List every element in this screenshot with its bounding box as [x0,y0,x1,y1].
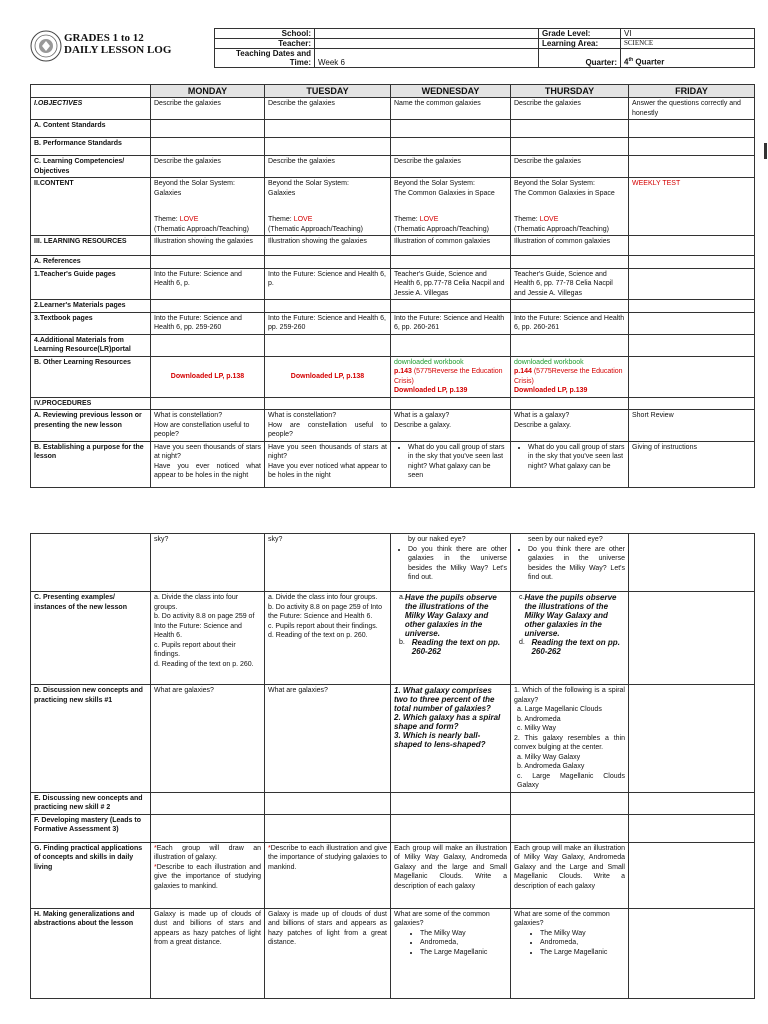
school-value [315,29,539,39]
row-developing-mastery: F. Developing mastery (Leads to Formative Assessment 3) [31,814,755,842]
row-learners-materials: 2.Learner's Materials pages [31,300,755,313]
row-performance-standards: B. Performance Standards [31,138,755,156]
row-references: A. References [31,256,755,269]
row-presenting-examples: C. Presenting examples/ instances of the new lesson a. Divide the class into four groups. b. Do activity 8.8 on page 259 of Into the Future: Science and Health 6. c. Pupils report about their findings. d. Reading of the text on p. 260. a. Divide the class into four groups. b. Do activity 8.8 on page 259 of Into the Future: Science and Health 6. c. Pupils report about their findings. d. Reading of the text on p. 260. a. Have the pupils observe the illustrations of the Milky Way Galaxy and other galaxies in the universe. b. Reading the text on pp. 260-262 c. Have the pupils observe the illustrations of the Milky Way Galaxy and other galaxies in the universe. d. Reading the text on pp. 260-262 [31,592,755,685]
row-practical-applications: G. Finding practical applications of concepts and skills in daily living *Each group will draw an illustration of galaxy. *Describe to each illustration and give the importance of studying galaxies to mankind. *Describe to each illustration and give the importance of studying galaxies to mankind. Each group will make an illustration of Milky Way Galaxy, Andromeda Galaxy and the large and Small Magellanic Clouds. Write a description of each galaxy Each group will make an illustration of Milky Way Galaxy, Andromeda Galaxy and the Large and Small Magellanic Clouds. Write a description of each galaxy [31,842,755,908]
row-purpose-continued: sky? sky? by our naked eye? • Do you think there are other galaxies in the universe besides the Milky Way? Let's find out. seen by our naked eye? • Do you think there are other galaxies in the universe besides the Milky Way? Let's find out. [31,534,755,592]
row-generalizations: H. Making generalizations and abstractions about the lesson Galaxy is made up of clouds of dust and billions of stars and appears as hazy patches of light from a great distance. Galaxy is made up of clouds of dust and billions of stars and appears as hazy patches of light from a great distance. What are some of the common galaxies? • The Milky Way • Andromeda, • The Large Magellanic What are some of the common galaxies? • The Milky Way • Andromeda, • The Large Magellanic [31,908,755,998]
row-discussion-1: D. Discussion new concepts and practicing new skills #1 What are galaxies? What are galaxies? 1. What galaxy comprises two to three percent of the total number of galaxies? 2. Which galaxy has a spiral shape and form? 3. Which is nearly ball-shaped to lens-shaped? 1. Which of the following is a spiral galaxy? a. Large Magellanic Clouds b. Andromeda c. Milky Way 2. This galaxy resembles a thin convex bulging at the center. a. Milky Way Galaxy b. Andromeda Galaxy c. Large Magellanic Clouds Galaxy [31,685,755,793]
learning-area-label: Learning Area: [539,39,621,49]
deped-seal-icon [30,30,62,62]
row-other-resources: B. Other Learning Resources Downloaded LP, p.138 Downloaded LP, p.138 downloaded workbook p.143 (5775Reverse the Education Crisis) Downloaded LP, p.139 downloaded workbook p.144 (5775Reverse the Education Crisis) Downloaded LP, p.139 [31,356,755,397]
brand-title: GRADES 1 to 12 DAILY LESSON LOG [64,32,172,56]
row-establishing-purpose: B. Establishing a purpose for the lesson Have you seen thousands of stars at night? Have you ever noticed what appear to be holes in the night Have you seen thousands of stars at night? Have you ever noticed what appear to be holes in the night • What do you call group of stars in the sky that you've seen last night? What galaxy can be seen • What do you call group of stars in the sky that you've seen last night? What galaxy can be Giving of instructions [31,441,755,487]
row-teachers-guide: 1.Teacher's Guide pages Into the Future: Science and Health 6, p. Into the Future: Science and Health 6, p. Teacher's Guide, Science and Health 6, pp.77-78 Celia Nacpil and Jessie A. Villegas Teacher's Guide, Science and Health 6, pp. 77-78 Celia Nacpil and Jessie A. Villegas [31,268,755,300]
row-content: II.CONTENT Beyond the Solar System: Galaxies Theme: LOVE (Thematic Approach/Teaching) Beyond the Solar System: Galaxies Theme: LOVE (Thematic Approach/Teaching) Beyond the Solar System: The Common Galaxies in Space Theme: LOVE (Thematic Approach/Teaching) Beyond the Solar System: The Common Galaxies in Space Theme: LOVE (Thematic Approach/Teaching) WEEKLY TEST [31,178,755,236]
row-reviewing: A. Reviewing previous lesson or presenting the new lesson What is constellation? How are constellation useful to people? What is constellation? How are constellation useful to people? What is a galaxy? Describe a galaxy. What is a galaxy? Describe a galaxy. Short Review [31,410,755,442]
page-edge-mark [764,143,767,159]
day-tuesday: TUESDAY [265,85,391,98]
teaching-dates-value: Week 6 [315,49,539,68]
lesson-log-table-page-1 [30,84,755,488]
lesson-log-table-page-2 [30,533,755,999]
grade-level-value: VI [621,29,755,39]
row-textbook: 3.Textbook pages Into the Future: Science and Health 6, pp. 259-260 Into the Future: Science and Health 6, pp. 259-260 Into the Future: Science and Health 6, pp. 260-261 Into the Future: Science and Health 6, pp. 260-261 [31,312,755,334]
page-two [30,533,754,1013]
day-wednesday: WEDNESDAY [391,85,511,98]
row-objectives: I.OBJECTIVES Describe the galaxies Describe the galaxies Name the common galaxies Describe the galaxies Answer the questions correctly and honestly [31,98,755,120]
header-info-table [214,28,755,68]
row-content-standards: A. Content Standards [31,120,755,138]
school-label: School: [215,29,315,39]
quarter-label: Quarter: [539,49,621,68]
row-learning-resources: III. LEARNING RESOURCES Illustration showing the galaxies Illustration showing the galaxies Illustration of common galaxies Illustration of common galaxies [31,236,755,256]
teacher-label: Teacher: [215,39,315,49]
day-monday: MONDAY [151,85,265,98]
quarter-value: 4th Quarter [621,49,755,68]
teacher-value [315,39,539,49]
teaching-dates-label: Teaching Dates and Time: [215,49,315,68]
grade-level-label: Grade Level: [539,29,621,39]
day-thursday: THURSDAY [511,85,629,98]
corner-cell [31,85,151,98]
row-additional-materials: 4.Additional Materials from Learning Resource(LR)portal [31,334,755,356]
row-procedures: IV.PROCEDURES [31,397,755,410]
day-friday: FRIDAY [629,85,755,98]
row-competencies: C. Learning Competencies/ Objectives Describe the galaxies Describe the galaxies Describe the galaxies Describe the galaxies [31,156,755,178]
learning-area-value: SCIENCE [621,39,755,49]
row-discussion-2: E. Discussing new concepts and practicing new skill # 2 [31,792,755,814]
page-one [30,28,754,498]
